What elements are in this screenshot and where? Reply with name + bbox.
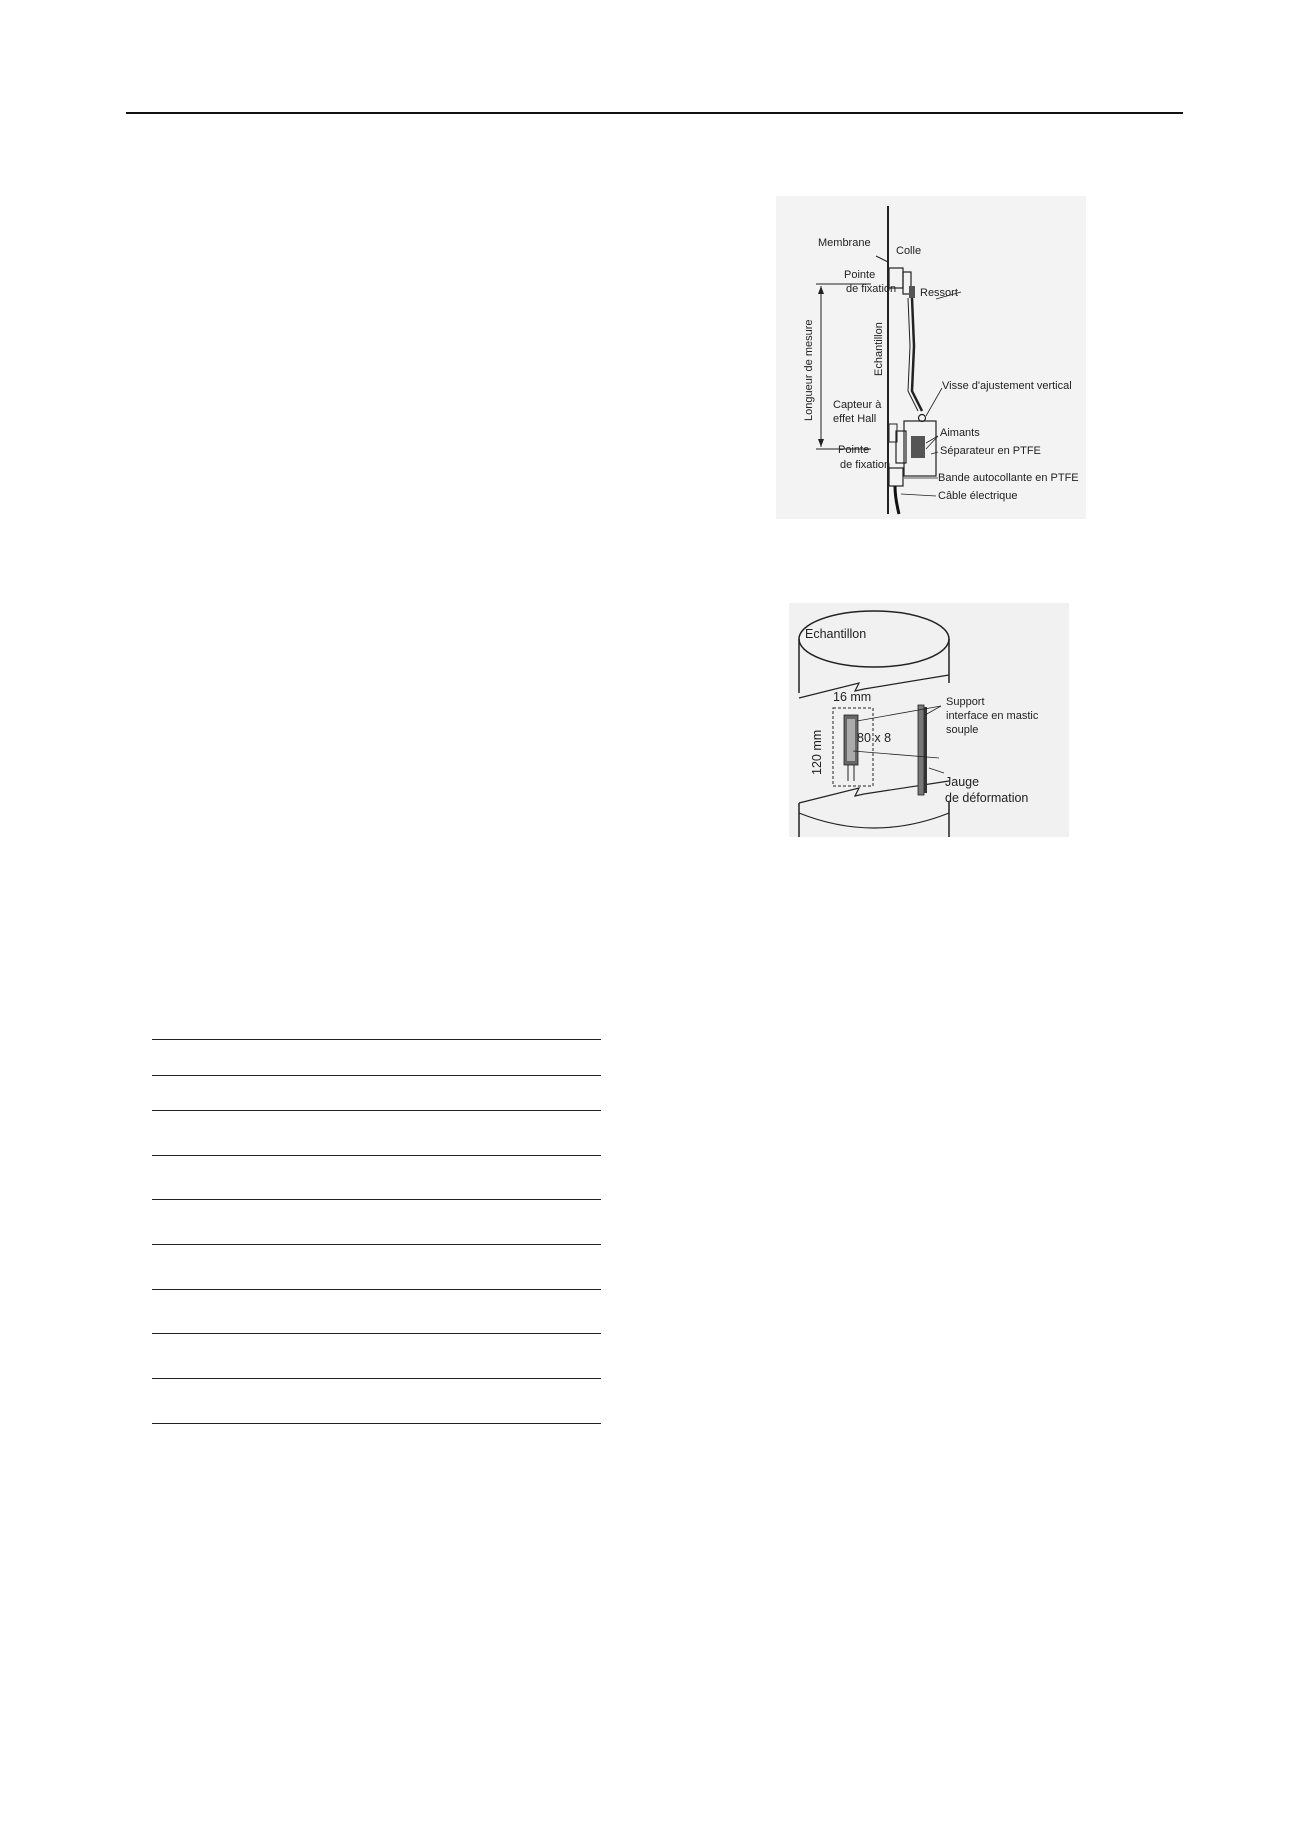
label-cable: Câble électrique bbox=[938, 490, 1018, 502]
label-height: 120 mm bbox=[810, 729, 824, 775]
table-rule bbox=[152, 1039, 601, 1040]
table-rule bbox=[152, 1244, 601, 1245]
label-echantillon: Echantillon bbox=[873, 322, 885, 376]
table-rule bbox=[152, 1075, 601, 1076]
table-rule bbox=[152, 1378, 601, 1379]
label-separateur: Séparateur en PTFE bbox=[940, 445, 1041, 457]
label-longueur-mesure: Longueur de mesure bbox=[803, 319, 815, 421]
label-pointe-bottom-1: Pointe bbox=[838, 444, 870, 456]
label-capteur-2: effet Hall bbox=[833, 413, 877, 425]
strain-gauge-svg bbox=[789, 603, 1069, 837]
table-rule bbox=[152, 1333, 601, 1334]
label-echantillon-2: Echantillon bbox=[805, 627, 867, 641]
label-pointe-top-2: de fixation bbox=[846, 283, 897, 295]
strain-gauge-diagram bbox=[789, 603, 1069, 837]
table bbox=[152, 1039, 601, 1429]
hall-sensor-svg bbox=[776, 196, 1086, 519]
label-pointe-top-1: Pointe bbox=[844, 269, 876, 281]
table-rule bbox=[152, 1110, 601, 1111]
label-support-3: souple bbox=[946, 724, 979, 736]
hall-sensor-diagram bbox=[776, 196, 1086, 519]
label-pointe-bottom-2: de fixation bbox=[840, 459, 891, 471]
table-rule bbox=[152, 1423, 601, 1424]
table-rule bbox=[152, 1155, 601, 1156]
table-rule bbox=[152, 1199, 601, 1200]
label-support-1: Support bbox=[946, 696, 985, 708]
label-capteur-1: Capteur à bbox=[833, 399, 882, 411]
label-aimants: Aimants bbox=[940, 427, 980, 439]
label-jauge-1: Jauge bbox=[945, 775, 980, 789]
table-rule bbox=[152, 1289, 601, 1290]
header-rule bbox=[126, 112, 1183, 114]
label-visse: Visse d'ajustement vertical bbox=[942, 380, 1072, 392]
label-support-2: interface en mastic bbox=[946, 710, 1039, 722]
label-bande: Bande autocollante en PTFE bbox=[938, 472, 1079, 484]
label-membrane: Membrane bbox=[818, 237, 871, 249]
label-ressort: Ressort bbox=[920, 287, 958, 299]
label-width: 16 mm bbox=[833, 690, 872, 704]
label-jauge-2: de déformation bbox=[945, 791, 1029, 805]
label-colle: Colle bbox=[896, 245, 922, 257]
label-gauge-size: 80 x 8 bbox=[857, 731, 892, 745]
